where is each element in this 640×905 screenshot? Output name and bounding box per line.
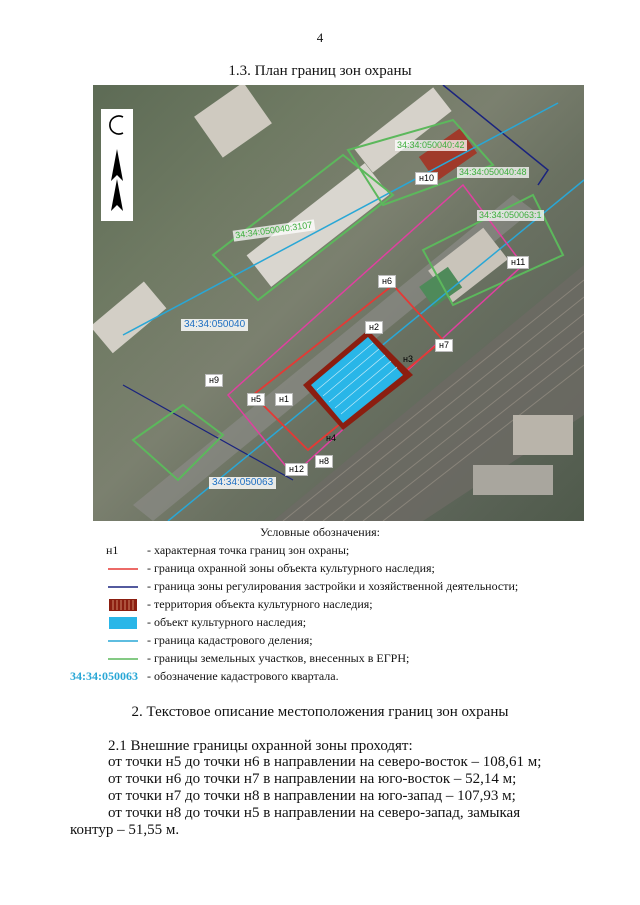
- green-line-icon: [106, 651, 140, 667]
- point-label-н11: н11: [507, 256, 529, 269]
- legend-text: - территория объекта культурного наследия;: [147, 597, 373, 611]
- building: [473, 465, 553, 495]
- section2-title: 2. Текстовое описание местоположения границ зон охраны: [131, 704, 509, 720]
- hatched-box-icon: [106, 597, 140, 613]
- north-arrow-icon: [101, 109, 133, 221]
- red-line-icon: [106, 561, 140, 577]
- compass-letter: [101, 109, 102, 110]
- legend-text: - граница охранной зоны объекта культурного наследия;: [147, 561, 435, 575]
- legend-text: - объект культурного наследия;: [147, 615, 307, 629]
- cadastral-label: 34:34:050040: [181, 319, 248, 331]
- parcel-label: 34:34:050040:3107: [233, 219, 315, 241]
- section-title: 1.3. План границ зон охраны: [228, 63, 412, 79]
- legend-text: - граница зоны регулирования застройки и хозяйственной деятельности;: [147, 579, 519, 593]
- blue-line-icon: [106, 633, 140, 649]
- parcel-label: 34:34:050040:48: [459, 167, 527, 177]
- point-label-н4: н4: [326, 433, 336, 443]
- map-graphics: [93, 85, 584, 521]
- paragraph-line: от точки н6 до точки н7 в направлении на юго-восток – 52,14 м;: [108, 771, 517, 787]
- parcel-label: 34:34:050063:1: [479, 210, 542, 220]
- point-label-н5: н5: [247, 393, 265, 406]
- parcel-label: 34:34:050040:42: [397, 140, 465, 150]
- legend-point-symbol: н1: [106, 543, 119, 557]
- point-label-н1: н1: [275, 393, 293, 406]
- legend-title: Условные обозначения:: [259, 525, 381, 539]
- paragraph-line: от точки н5 до точки н6 в направлении на северо-восток – 108,61 м;: [108, 754, 542, 770]
- point-label-н2: н2: [365, 321, 383, 334]
- cadastral-label: 34:34:050063: [209, 477, 276, 489]
- paragraph-line: контур – 51,55 м.: [70, 822, 180, 838]
- boundary-map: [93, 85, 584, 521]
- paragraph-line: от точки н8 до точки н5 в направлении на северо-запад, замыкая: [108, 805, 521, 821]
- paragraph-line: 2.1 Внешние границы охранной зоны проходят:: [108, 738, 413, 754]
- legend-text: - границы земельных участков, внесенных в ЕГРН;: [147, 651, 410, 665]
- building: [194, 85, 272, 158]
- point-label-н3: н3: [403, 354, 413, 364]
- legend-text: - граница кадастрового деления;: [147, 633, 313, 647]
- legend-text: - обозначение кадастрового квартала.: [147, 669, 339, 683]
- paragraph-line: от точки н7 до точки н8 в направлении на юго-запад – 107,93 м;: [108, 788, 516, 804]
- point-label-н10: н10: [415, 172, 438, 185]
- point-label-н12: н12: [285, 463, 308, 476]
- north-arrow: [101, 109, 133, 221]
- point-label-н7: н7: [435, 339, 453, 352]
- building: [513, 415, 573, 455]
- navy-line-icon: [106, 579, 140, 595]
- page-number: 4: [316, 30, 324, 45]
- point-label-н6: н6: [378, 275, 396, 288]
- point-label-н8: н8: [315, 455, 333, 468]
- cyan-box-icon: [106, 615, 140, 631]
- legend-cadastral-code: 34:34:050063: [70, 669, 138, 683]
- legend-text: - характерная точка границ зон охраны;: [147, 543, 350, 557]
- point-label-н9: н9: [205, 374, 223, 387]
